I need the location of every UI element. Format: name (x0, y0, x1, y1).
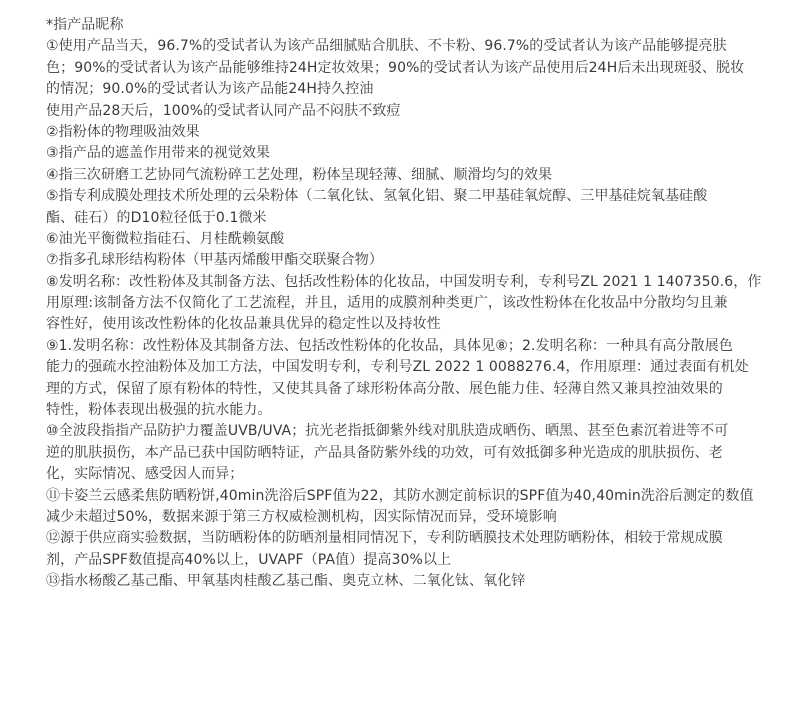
footnotes-block (46, 15, 776, 593)
footnote-line: 能力的强疏水控油粉体及加工方法，中国发明专利，专利号ZL 2022 1 0088276.4，作用原理：通过表面有机处 (46, 359, 749, 376)
footnote-line: 减少未超过50%，数据来源于第三方权威检测机构，因实际情况而异，受环境影响 (46, 508, 557, 525)
footnote-line: 容性好，使用该改性粉体的化妆品兼具优异的稳定性以及持妆性 (46, 316, 441, 333)
footnote-line: ③指产品的遮盖作用带来的视觉效果 (46, 145, 271, 162)
footnote-line: 特性，粉体表现出极强的抗水能力。 (46, 402, 272, 419)
footnote-line: 用原理:该制备方法不仅简化了工艺流程，并且，适用的成膜剂种类更广，该改性粉体在化妆品中分散均匀且兼 (46, 295, 728, 312)
footnote-line: ⑧发明名称：改性粉体及其制备方法、包括改性粉体的化妆品，中国发明专利，专利号ZL 2021 1 1407350.6，作 (46, 273, 762, 290)
footnote-line: 酯、硅石）的D10粒径低于0.1微米 (46, 209, 267, 226)
footnote-line: ①使用产品当天，96.7%的受试者认为该产品细腻贴合肌肤、不卡粉、96.7%的受试者认为该产品能够提亮肤 (46, 38, 727, 55)
footnote-line: 的情况；90.0%的受试者认为该产品能24H持久控油 (46, 81, 374, 98)
footnote-line: ⑥油光平衡微粒指硅石、月桂酰赖氨酸 (46, 230, 285, 247)
footnote-line: ⑦指多孔球形结构粉体（甲基丙烯酸甲酯交联聚合物） (46, 252, 383, 269)
footnote-line: ④指三次研磨工艺协同气流粉碎工艺处理，粉体呈现轻薄、细腻、顺滑均匀的效果 (46, 166, 553, 183)
footnote-line: 逆的肌肤损伤，本产品已获中国防晒特证，产品具备防紫外线的功效，可有效抵御多种光造成的肌肤损伤、老 (46, 444, 723, 461)
footnote-line: ⑫源于供应商实验数据，当防晒粉体的防晒剂量相同情况下，专利防晒膜技术处理防晒粉体，相较于常规成膜 (46, 530, 723, 547)
footnote-line: 使用产品28天后，100%的受试者认同产品不闷肤不致痘 (46, 102, 401, 119)
footnote-line: 色；90%的受试者认为该产品能够维持24H定妆效果；90%的受试者认为该产品使用后24H后未出现斑驳、脱妆 (46, 59, 745, 76)
footnote-line: ⑩全波段指指产品防护力覆盖UVB/UVA；抗光老指抵御紫外线对肌肤造成晒伤、晒黑、甚至色素沉着进等不可 (46, 423, 729, 440)
footnote-line: ②指粉体的物理吸油效果 (46, 123, 200, 140)
footnote-line: ⑤指专利成膜处理技术所处理的云朵粉体（二氧化钛、氢氧化铝、聚二甲基硅氧烷醇、三甲基硅烷氧基硅酸 (46, 188, 708, 205)
footnote-title: *指产品昵称 (46, 17, 124, 33)
footnote-line: 化，实际情况、感受因人而异； (46, 466, 244, 483)
footnote-line: ⑬指水杨酸乙基己酯、甲氧基肉桂酸乙基己酯、奥克立林、二氧化钛、氧化锌 (46, 573, 526, 590)
footnote-line: ⑨1.发明名称：改性粉体及其制备方法、包括改性粉体的化妆品，具体见⑧；2.发明名称：一种具有高分散展色 (46, 337, 733, 354)
footnote-line: 理的方式，保留了原有粉体的特性，又使其具备了球形粉体高分散、展色能力佳、轻薄自然又兼具控油效果的 (46, 380, 723, 397)
footnote-line: ⑪卡姿兰云感柔焦防晒粉饼,40min洗浴后SPF值为22，其防水测定前标识的SPF值为40,40min洗浴后测定的数值 (46, 487, 754, 504)
footnote-line: 剂，产品SPF数值提高40%以上，UVAPF（PA值）提高30%以上 (46, 551, 452, 568)
